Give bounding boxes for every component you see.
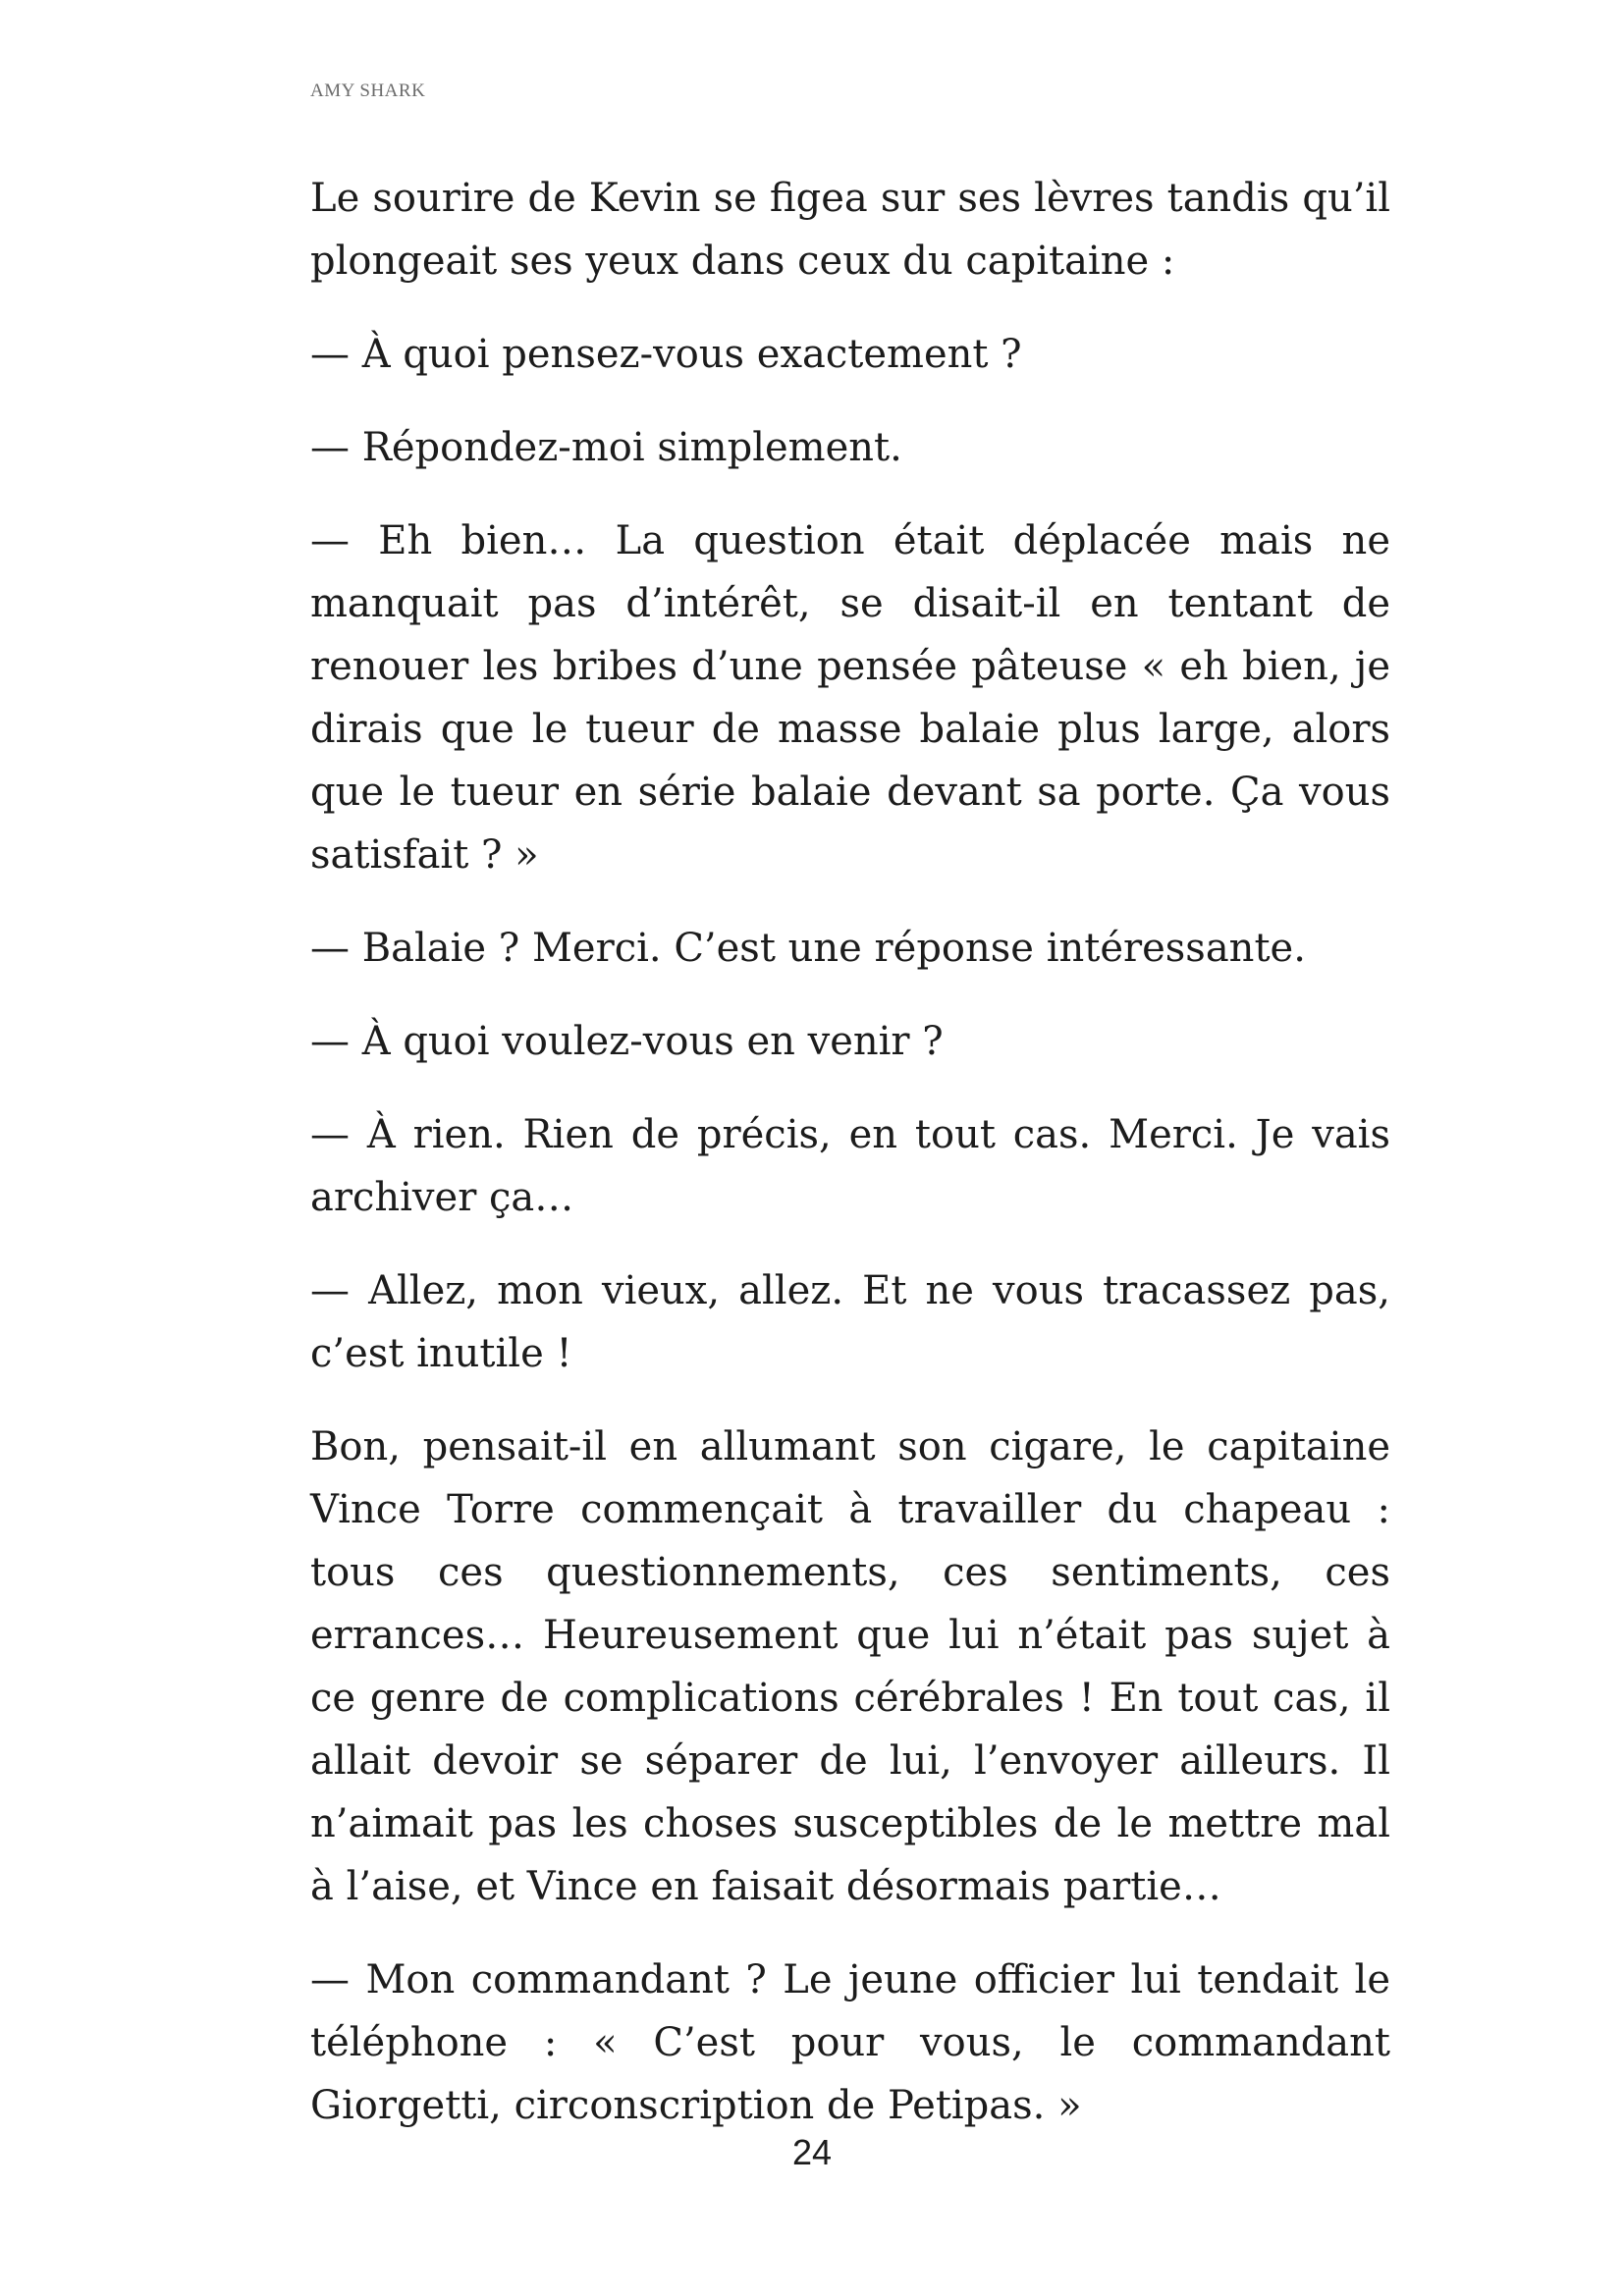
running-header: AMY SHARK xyxy=(310,80,426,101)
page-number: 24 xyxy=(791,2132,833,2172)
paragraph: — À quoi pensez-vous exactement ? xyxy=(310,332,1022,377)
paragraph: — Mon commandant ? Le jeune officier lui tendait le téléphone : « C’est pour vous, le commandant Giorgetti, circonscription de Petipas. » xyxy=(310,1957,1390,2128)
paragraph: — Allez, mon vieux, allez. Et ne vous tracassez pas, c’est inutile ! xyxy=(310,1268,1390,1376)
paragraph: — Répondez-moi simplement. xyxy=(310,425,902,470)
paragraph: Bon, pensait-il en allumant son cigare, le capitaine Vince Torre commençait à travailler du chapeau : tous ces questionnements, ces sentiments, ces errances… Heureusement que lui n’était pas sujet à ce genre de complications cérébrales ! En tout cas, il allait devoir se séparer de lui, l’envoyer ailleurs. Il n’aimait pas les choses susceptibles de le mettre mal à l’aise, et Vince en faisait désormais partie… xyxy=(310,1424,1390,1909)
body-text xyxy=(310,167,1390,2137)
paragraph: — À quoi voulez-vous en venir ? xyxy=(310,1019,944,1064)
paragraph: — Balaie ? Merci. C’est une réponse intéressante. xyxy=(310,926,1306,971)
paragraph: Le sourire de Kevin se figea sur ses lèvres tandis qu’il plongeait ses yeux dans ceux du capitaine : xyxy=(310,176,1390,284)
paragraph: — Eh bien… La question était déplacée mais ne manquait pas d’intérêt, se disait-il en tentant de renouer les bribes d’une pensée pâteuse « eh bien, je dirais que le tueur de masse balaie plus large, alors que le tueur en série balaie devant sa porte. Ça vous satisfait ? » xyxy=(310,518,1390,878)
paragraph: — À rien. Rien de précis, en tout cas. Merci. Je vais archiver ça… xyxy=(310,1112,1390,1220)
